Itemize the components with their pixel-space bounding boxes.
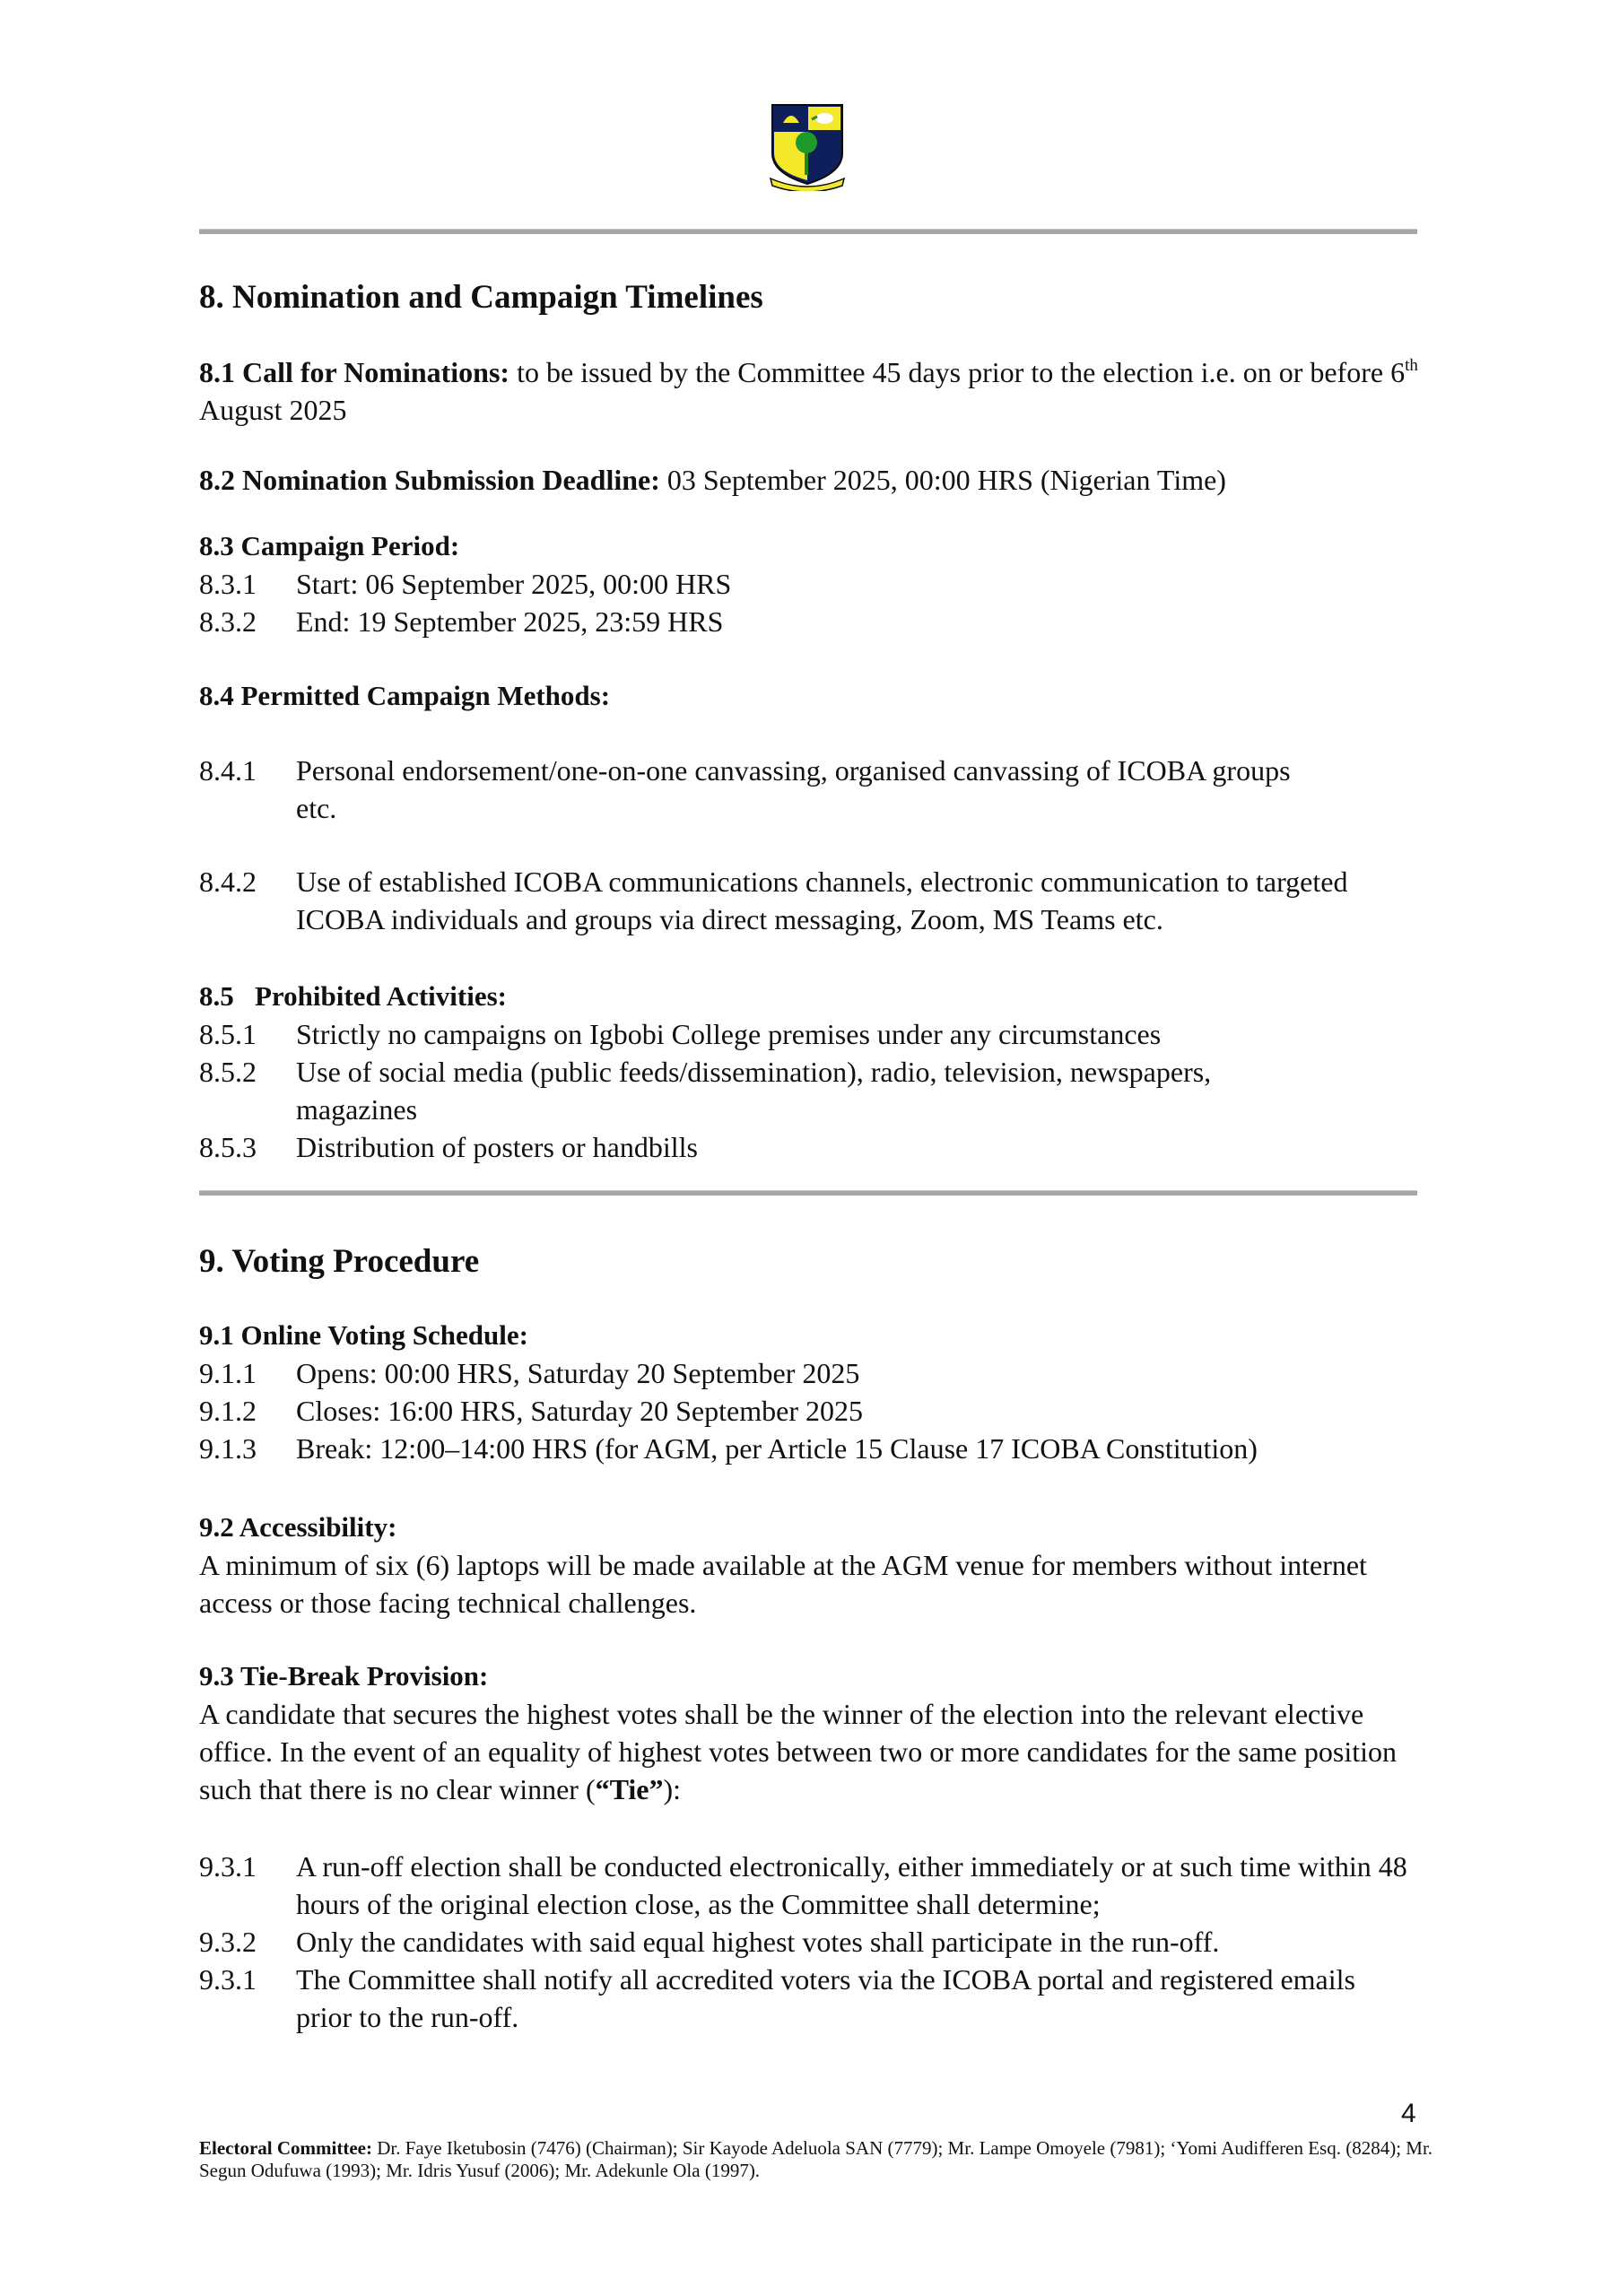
- header-divider: [199, 229, 1417, 234]
- section-8-5: [199, 978, 1428, 1166]
- section-9-1: [199, 1317, 1428, 1467]
- page-number: 4: [1401, 2099, 1416, 2128]
- campaign-period-label: 8.3 Campaign Period:: [199, 530, 460, 561]
- section-divider: [199, 1190, 1417, 1196]
- section-8-2: [199, 461, 1428, 499]
- voting-schedule-label: 9.1 Online Voting Schedule:: [199, 1319, 528, 1351]
- list-item: 9.3.1 A run-off election shall be conducted electronically, either immediately or at such time within 48 hours of the original election close, as the Committee shall determine;: [199, 1850, 1407, 1920]
- list-item: 8.5.1 Strictly no campaigns on Igbobi College premises under any circumstances: [199, 1018, 1162, 1050]
- footer-label: Electoral Committee:: [199, 2137, 372, 2159]
- nomination-deadline-label: 8.2 Nomination Submission Deadline:: [199, 464, 660, 496]
- section-8-4: [199, 677, 1428, 715]
- permitted-methods-label: 8.4 Permitted Campaign Methods:: [199, 680, 611, 711]
- accessibility-text: A minimum of six (6) laptops will be made available at the AGM venue for members without internet access or those facing technical challenges.: [199, 1549, 1367, 1619]
- list-item: 8.3.1 Start: 06 September 2025, 00:00 HRS: [199, 568, 732, 600]
- list-item: 9.1.1 Opens: 00:00 HRS, Saturday 20 September 2025: [199, 1357, 860, 1389]
- list-item: 9.3.2 Only the candidates with said equal highest votes shall participate in the run-off.: [199, 1926, 1220, 1958]
- section-8-3: [199, 527, 1428, 640]
- permitted-methods-list: [199, 752, 1428, 938]
- section-8-title: 8. Nomination and Campaign Timelines: [199, 279, 763, 316]
- list-item: 8.4.1 Personal endorsement/one-on-one canvassing, organised canvassing of ICOBA groups etc.: [199, 754, 1291, 824]
- prohibited-activities-label: 8.5 Prohibited Activities:: [199, 980, 507, 1012]
- call-for-nominations: 8.1 Call for Nominations: to be issued by the Committee 45 days prior to the election i.e. on or before 6th August 2025: [199, 356, 1418, 426]
- section-8: [199, 278, 1428, 317]
- section-9: [199, 1242, 1428, 1282]
- list-item: 9.1.3 Break: 12:00–14:00 HRS (for AGM, per Article 15 Clause 17 ICOBA Constitution): [199, 1432, 1258, 1465]
- tie-break-label: 9.3 Tie-Break Provision:: [199, 1660, 489, 1692]
- section-9-3: [199, 1657, 1428, 1808]
- footer-committee: Electoral Committee: Dr. Faye Iketubosin (7476) (Chairman); Sir Kayode Adeluola SAN (7779); Mr. Lampe Omoyele (7981); ‘Yomi Audifferen Esq. (8284); Mr. Segun Odufuwa (1993); Mr. Idris Yusuf (2006); Mr. Adekunle Ola (1997).: [199, 2137, 1433, 2181]
- school-crest-icon: [767, 101, 848, 191]
- accessibility-label: 9.2 Accessibility:: [199, 1511, 397, 1543]
- tie-break-text: A candidate that secures the highest votes shall be the winner of the election into the relevant elective office. In the event of an equality of highest votes between two or more candidates for the same position such that there is no clear winner (“Tie”):: [199, 1698, 1397, 1805]
- section-8-1: [199, 353, 1428, 429]
- list-item: 8.3.2 End: 19 September 2025, 23:59 HRS: [199, 605, 724, 638]
- call-for-nominations-label: 8.1 Call for Nominations:: [199, 356, 510, 388]
- nomination-deadline: 8.2 Nomination Submission Deadline: 03 September 2025, 00:00 HRS (Nigerian Time): [199, 464, 1226, 496]
- list-item: 9.1.2 Closes: 16:00 HRS, Saturday 20 September 2025: [199, 1395, 863, 1427]
- section-9-2: [199, 1509, 1428, 1622]
- list-item: 8.4.2 Use of established ICOBA communications channels, electronic communication to targeted ICOBA individuals and groups via direct messaging, Zoom, MS Teams etc.: [199, 865, 1348, 935]
- list-item: 9.3.1 The Committee shall notify all accredited voters via the ICOBA portal and registered emails prior to the run-off.: [199, 1963, 1355, 2033]
- list-item: 8.5.2 Use of social media (public feeds/dissemination), radio, television, newspapers, magazines: [199, 1056, 1212, 1126]
- section-9-title: 9. Voting Procedure: [199, 1243, 480, 1280]
- list-item: 8.5.3 Distribution of posters or handbills: [199, 1131, 698, 1163]
- tie-break-list: [199, 1848, 1428, 2036]
